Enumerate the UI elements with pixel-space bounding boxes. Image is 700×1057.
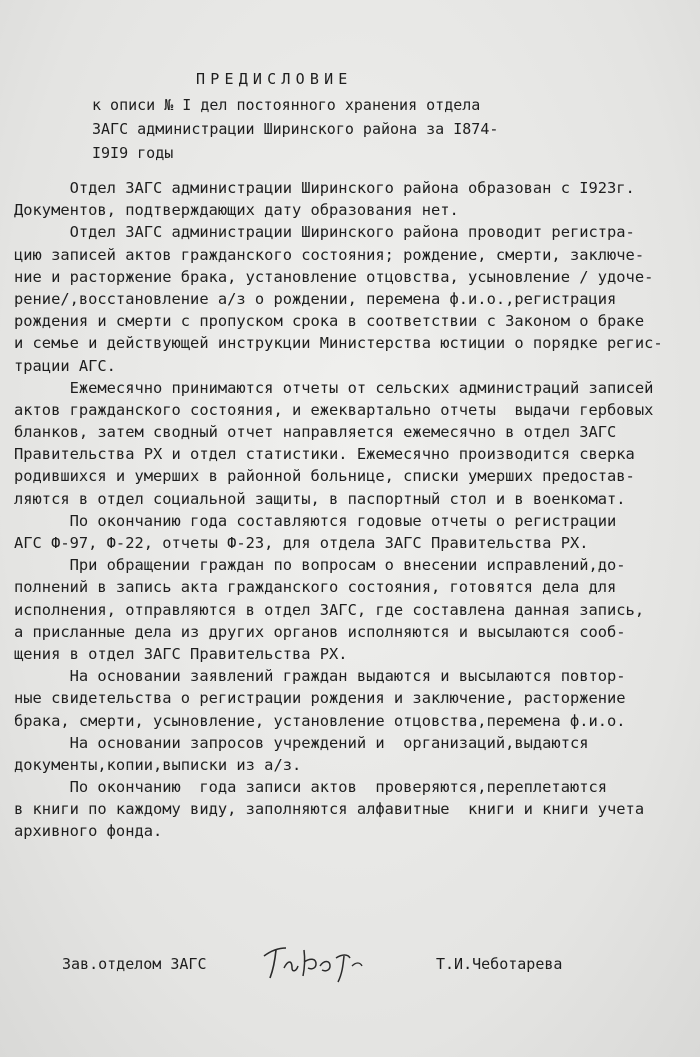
signatory-name: Т.И.Чеботарева <box>436 955 563 973</box>
paragraph <box>14 377 694 510</box>
text-line: По окончанию года записи актов проверяются,переплетаются <box>14 778 608 797</box>
paragraph <box>14 732 694 776</box>
text-line: цию записей актов гражданского состояния; рождение, смерти, заключе- <box>14 245 645 264</box>
subtitle-line: к описи № I дел постоянного хранения отдела <box>92 96 481 114</box>
signatory-title: Зав.отделом ЗАГС <box>62 955 207 973</box>
handwritten-signature <box>258 936 368 984</box>
text-line: рождения и смерти с пропуском срока в соответствии с Законом о браке <box>14 312 645 331</box>
document-subtitle <box>92 93 498 165</box>
text-line: в книги по каждому виду, заполняются алфавитные книги и книги учета <box>14 800 645 819</box>
text-line: полнений в запись акта гражданского состояния, готовятся дела для <box>14 578 617 597</box>
paragraph <box>14 776 694 843</box>
text-line: Отдел ЗАГС администрации Ширинского района образован с I923г. <box>14 179 635 197</box>
text-line: При обращении граждан по вопросам о внесении исправлений,до- <box>14 556 626 575</box>
text-line: ляются в отдел социальной защиты, в паспортный стол и в военкомат. <box>14 489 626 508</box>
text-line: родившихся и умерших в районной больнице, списки умерших предостав- <box>14 467 635 486</box>
text-line: На основании запросов учреждений и организаций,выдаются <box>14 733 589 752</box>
text-line: На основании заявлений граждан выдаются и высылаются повтор- <box>14 667 626 686</box>
text-line: брака, смерти, усыновление, установление отцовства,перемена ф.и.о. <box>14 711 626 730</box>
document-title: ПРЕДИСЛОВИЕ <box>196 70 353 88</box>
text-line: бланков, затем сводный отчет направляется ежемесячно в отдел ЗАГС <box>14 423 617 442</box>
paragraph <box>14 221 694 376</box>
text-line: и семье и действующей инструкции Министерства юстиции о порядке регис- <box>14 334 663 353</box>
paragraph <box>14 665 694 732</box>
text-line: По окончанию года составляются годовые отчеты о регистрации <box>14 511 617 530</box>
text-line: ние и расторжение брака, установление отцовства, усыновление / удоче- <box>14 267 654 286</box>
subtitle-line: ЗАГС администрации Ширинского района за I874- <box>92 120 499 138</box>
text-line: ные свидетельства о регистрации рождения и заключение, расторжение <box>14 689 626 708</box>
paragraph <box>14 177 694 221</box>
subtitle-line: I9I9 годы <box>92 144 174 162</box>
text-line: документы,копии,выписки из а/з. <box>14 755 302 774</box>
text-line: а присланные дела из других органов исполняются и высылаются сооб- <box>14 622 626 641</box>
text-line: исполнения, отправляются в отдел ЗАГС, где составлена данная запись, <box>14 600 645 619</box>
paragraph <box>14 510 694 554</box>
text-line: щения в отдел ЗАГС Правительства РХ. <box>14 644 348 663</box>
text-line: Правительства РХ и отдел статистики. Ежемесячно производится сверка <box>14 445 635 464</box>
text-line: актов гражданского состояния, и ежеквартально отчеты выдачи гербовых <box>14 400 654 419</box>
paragraph <box>14 554 694 665</box>
text-line: рение/,восстановление а/з о рождении, перемена ф.и.о.,регистрация <box>14 289 617 308</box>
text-line: архивного фонда. <box>14 822 163 841</box>
document-body <box>14 177 694 843</box>
text-line: АГС Ф-97, Ф-22, отчеты Ф-23, для отдела ЗАГС Правительства РХ. <box>14 534 589 552</box>
text-line: Документов, подтверждающих дату образования нет. <box>14 201 459 220</box>
text-line: трации АГС. <box>14 356 116 375</box>
text-line: Ежемесячно принимаются отчеты от сельских администраций записей <box>14 378 654 397</box>
text-line: Отдел ЗАГС администрации Ширинского района проводит регистра- <box>14 223 635 242</box>
